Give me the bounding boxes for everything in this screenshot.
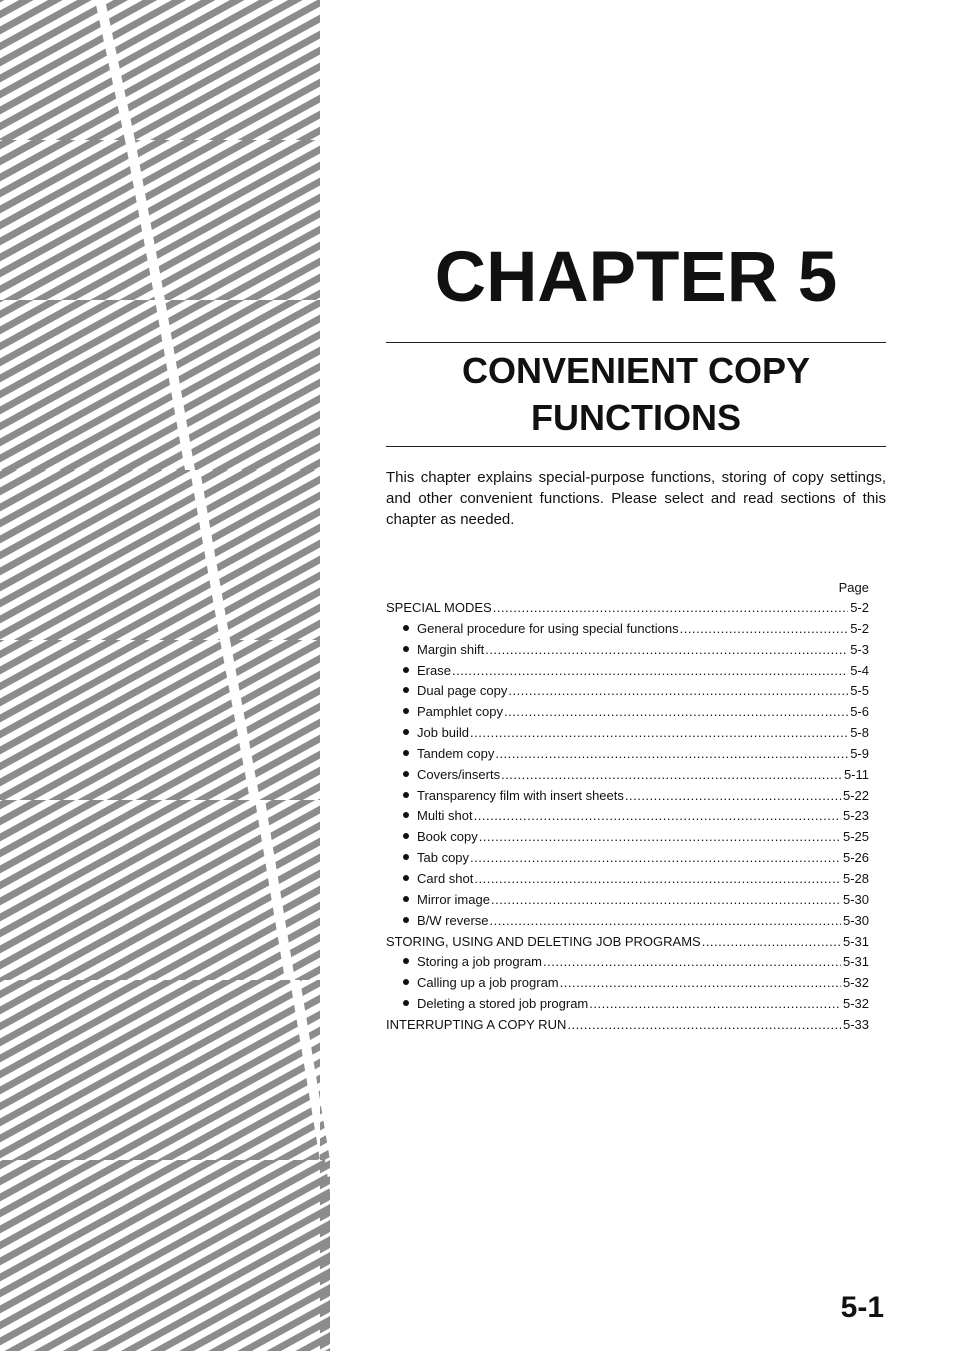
chapter-title: CHAPTER 5 (434, 238, 838, 317)
toc-entry-label: STORING, USING AND DELETING JOB PROGRAMS (386, 933, 701, 949)
stripe (0, 991, 330, 1192)
title-divider-bottom (386, 446, 886, 447)
bullet-icon (403, 1000, 409, 1006)
bullet-icon (403, 979, 409, 985)
toc-entry-page: 5-31 (842, 933, 869, 949)
stripe (0, 1124, 330, 1325)
toc-entry-label: Dual page copy (417, 683, 508, 699)
toc-subentry[interactable] (386, 890, 869, 911)
toc-entry-label: Pamphlet copy (417, 704, 503, 720)
toc-entry-label: SPECIAL MODES (386, 600, 492, 615)
toc-subentry[interactable] (386, 806, 869, 827)
toc-leader-dots (567, 1015, 841, 1036)
toc-entry-label: Job build (417, 725, 470, 741)
toc-entry-page: 5-26 (842, 850, 869, 866)
toc-subentry[interactable] (386, 765, 869, 786)
toc-leader-dots (493, 598, 848, 619)
toc-entry-label: Mirror image (417, 891, 490, 907)
toc-leader-dots (504, 702, 848, 723)
toc-entry-page: 5-25 (842, 829, 869, 845)
bullet-icon (403, 708, 409, 714)
toc-entry-label: Storing a job program (417, 954, 543, 970)
decorative-stripe-pattern (0, 0, 330, 1351)
chapter-intro: This chapter explains special-purpose functions, storing of copy settings, and other convenient functions. Please select and read sections of this chapter as needed. (386, 469, 886, 528)
toc-entry-page: 5-28 (842, 870, 869, 886)
bullet-icon (403, 854, 409, 860)
toc-subentry[interactable] (386, 869, 869, 890)
toc-entry-page: 5-22 (842, 787, 869, 803)
bullet-icon (403, 917, 409, 923)
toc-entry-label: Book copy (417, 829, 478, 845)
toc-entry-page: 5-30 (842, 891, 869, 907)
toc-entry-page: 5-9 (850, 745, 869, 761)
toc-subentry[interactable] (386, 973, 869, 994)
toc-subentry[interactable] (386, 723, 869, 744)
toc-entry-label: Margin shift (417, 641, 485, 657)
toc-entry-label: Tandem copy (417, 745, 495, 761)
toc-leader-dots (470, 723, 848, 744)
bullet-icon (403, 667, 409, 673)
page-number: 5-1 (840, 1291, 884, 1324)
toc-entry-page: 5-6 (850, 704, 869, 720)
toc-leader-dots (702, 932, 841, 953)
toc-section-entry[interactable] (386, 598, 869, 619)
toc-subentry[interactable] (386, 619, 869, 640)
toc-entry-label: General procedure for using special functions (417, 620, 679, 636)
bullet-icon (403, 812, 409, 818)
toc-entry-page: 5-31 (842, 954, 869, 970)
bullet-icon (403, 875, 409, 881)
toc-entry-page: 5-30 (842, 912, 869, 928)
toc-entry-page: 5-3 (850, 641, 869, 657)
toc-entry-label: Transparency film with insert sheets (417, 787, 624, 803)
toc-leader-dots (491, 890, 841, 911)
toc-subentry[interactable] (386, 848, 869, 869)
bullet-icon (403, 750, 409, 756)
bullet-icon (403, 896, 409, 902)
toc-entry-label: Covers/inserts (417, 766, 501, 782)
toc-entry-page: 5-2 (850, 600, 869, 615)
stripe (0, 0, 330, 188)
toc-leader-dots (485, 640, 848, 661)
toc-leader-dots (479, 827, 841, 848)
stripe (0, 1108, 330, 1309)
toc-leader-dots (474, 869, 841, 890)
stripe (0, 1039, 330, 1240)
bullet-icon (403, 625, 409, 631)
stripe (0, 1092, 330, 1293)
toc-section-entry[interactable] (386, 1015, 869, 1036)
bullet-icon (403, 687, 409, 693)
bullet-icon (403, 792, 409, 798)
toc-subentry[interactable] (386, 702, 869, 723)
toc-leader-dots (543, 952, 841, 973)
toc-entry-label: Multi shot (417, 808, 473, 824)
toc-subentry[interactable] (386, 911, 869, 932)
table-of-contents (386, 578, 869, 1036)
bullet-icon (403, 958, 409, 964)
toc-entry-page: 5-8 (850, 725, 869, 741)
toc-leader-dots (508, 681, 848, 702)
title-divider-top (386, 342, 886, 343)
toc-section-entry[interactable] (386, 932, 869, 953)
toc-subentry[interactable] (386, 994, 869, 1015)
stripe (0, 1055, 330, 1256)
toc-subentry[interactable] (386, 661, 869, 682)
toc-entry-page: 5-32 (842, 975, 869, 991)
toc-leader-dots (474, 806, 841, 827)
toc-leader-dots (470, 848, 841, 869)
toc-entry-label: Tab copy (417, 850, 470, 866)
bullet-icon (403, 771, 409, 777)
toc-leader-dots (589, 994, 841, 1015)
stripe (0, 1023, 330, 1224)
toc-entry-page: 5-33 (842, 1016, 869, 1032)
stripe (0, 0, 330, 92)
toc-subentry[interactable] (386, 640, 869, 661)
toc-subentry[interactable] (386, 827, 869, 848)
stripe (0, 1171, 330, 1351)
stripe (0, 1007, 330, 1208)
stripe (0, 1076, 330, 1277)
chapter-subtitle-line-1: CONVENIENT COPY (461, 350, 811, 391)
chapter-subtitle (386, 347, 886, 441)
toc-leader-dots (625, 786, 841, 807)
bullet-icon (403, 729, 409, 735)
toc-entry-label: Card shot (417, 870, 474, 886)
toc-subentry[interactable] (386, 681, 869, 702)
stripe (0, 1167, 330, 1351)
toc-entry-page: 5-2 (850, 620, 869, 636)
toc-page-header: Page (838, 580, 869, 595)
toc-leader-dots (490, 911, 841, 932)
bullet-icon (403, 646, 409, 652)
toc-entry-label: Erase (417, 662, 451, 678)
toc-subentry[interactable] (386, 744, 869, 765)
toc-entry-page: 5-5 (850, 683, 869, 699)
toc-entry-label: INTERRUPTING A COPY RUN (386, 1016, 567, 1032)
chapter-subtitle-line-2: FUNCTIONS (531, 397, 741, 438)
toc-entry-page: 5-11 (843, 766, 869, 782)
toc-leader-dots (560, 973, 841, 994)
stripe (0, 1263, 330, 1351)
toc-leader-dots (495, 744, 848, 765)
toc-leader-dots (452, 661, 848, 682)
toc-leader-dots (680, 619, 849, 640)
bullet-icon (403, 833, 409, 839)
toc-leader-dots (501, 765, 842, 786)
toc-entry-page: 5-23 (842, 808, 869, 824)
toc-subentry[interactable] (386, 786, 869, 807)
toc-list (386, 598, 869, 1036)
toc-entry-label: B/W reverse (417, 912, 489, 928)
toc-entry-label: Calling up a job program (417, 975, 559, 991)
toc-subentry[interactable] (386, 952, 869, 973)
toc-entry-label: Deleting a stored job program (417, 996, 589, 1012)
toc-entry-page: 5-32 (842, 996, 869, 1012)
toc-entry-page: 5-4 (850, 662, 869, 678)
